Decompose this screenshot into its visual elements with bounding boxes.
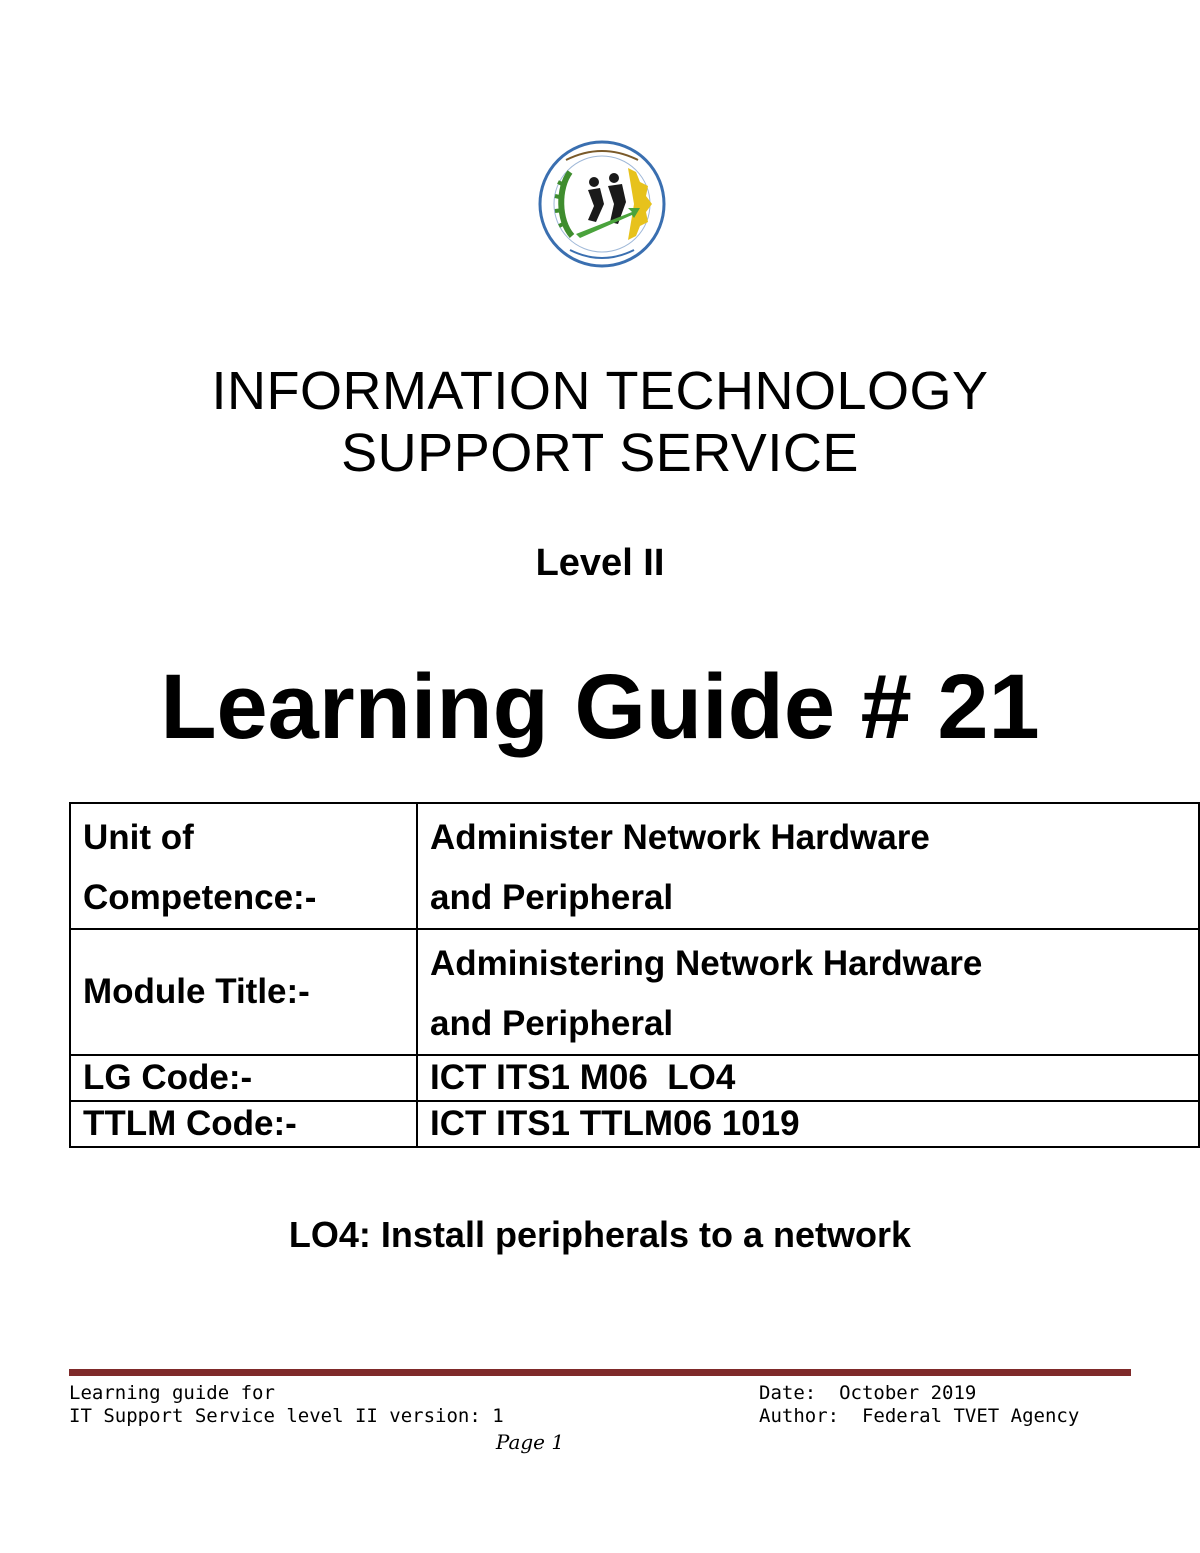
footer-version-label: IT Support Service level II version: 1 xyxy=(69,1405,504,1427)
lg-code-label: LG Code:- xyxy=(70,1055,417,1101)
footer-date: Date: October 2019 xyxy=(759,1382,977,1404)
lg-code-value: ICT ITS1 M06 LO4 xyxy=(417,1055,1199,1101)
learning-outcome-heading: LO4: Install peripherals to a network xyxy=(288,1214,912,1255)
unit-of-competence-label xyxy=(83,804,404,928)
module-title-value xyxy=(430,930,1186,1054)
info-table xyxy=(69,802,1200,1148)
ttlm-code-value: ICT ITS1 TTLM06 1019 xyxy=(417,1101,1199,1147)
unit-of-competence-value xyxy=(430,804,1186,928)
footer-author: Author: Federal TVET Agency xyxy=(759,1405,1080,1427)
level-label: Level II xyxy=(535,542,665,584)
footer-right-block xyxy=(759,1382,1079,1428)
label-line: Competence:- xyxy=(83,878,317,917)
value-line: and Peripheral xyxy=(430,878,674,917)
table-row xyxy=(70,1055,1199,1101)
page-number: Page 1 xyxy=(495,1430,565,1454)
module-title-label: Module Title:- xyxy=(70,929,417,1055)
table-label-cell xyxy=(70,803,417,929)
footer-left-block xyxy=(69,1382,504,1428)
footer-divider xyxy=(69,1369,1131,1376)
document-title-line-1: INFORMATION TECHNOLOGY xyxy=(211,361,989,421)
table-row xyxy=(70,929,1199,1055)
ttlm-code-label: TTLM Code:- xyxy=(70,1101,417,1147)
table-value-cell xyxy=(417,803,1199,929)
learning-guide-number: Learning Guide # 21 xyxy=(160,656,1040,758)
document-title-line-2: SUPPORT SERVICE xyxy=(341,423,859,483)
value-line: Administering Network Hardware xyxy=(430,944,983,983)
footer-guide-label: Learning guide for xyxy=(69,1382,275,1404)
table-value-cell xyxy=(417,929,1199,1055)
value-line: and Peripheral xyxy=(430,1004,674,1043)
value-line: Administer Network Hardware xyxy=(430,818,930,857)
label-line: Unit of xyxy=(83,818,194,857)
federal-tvet-agency-logo-icon xyxy=(536,138,668,270)
table-row xyxy=(70,1101,1199,1147)
table-row xyxy=(70,803,1199,929)
